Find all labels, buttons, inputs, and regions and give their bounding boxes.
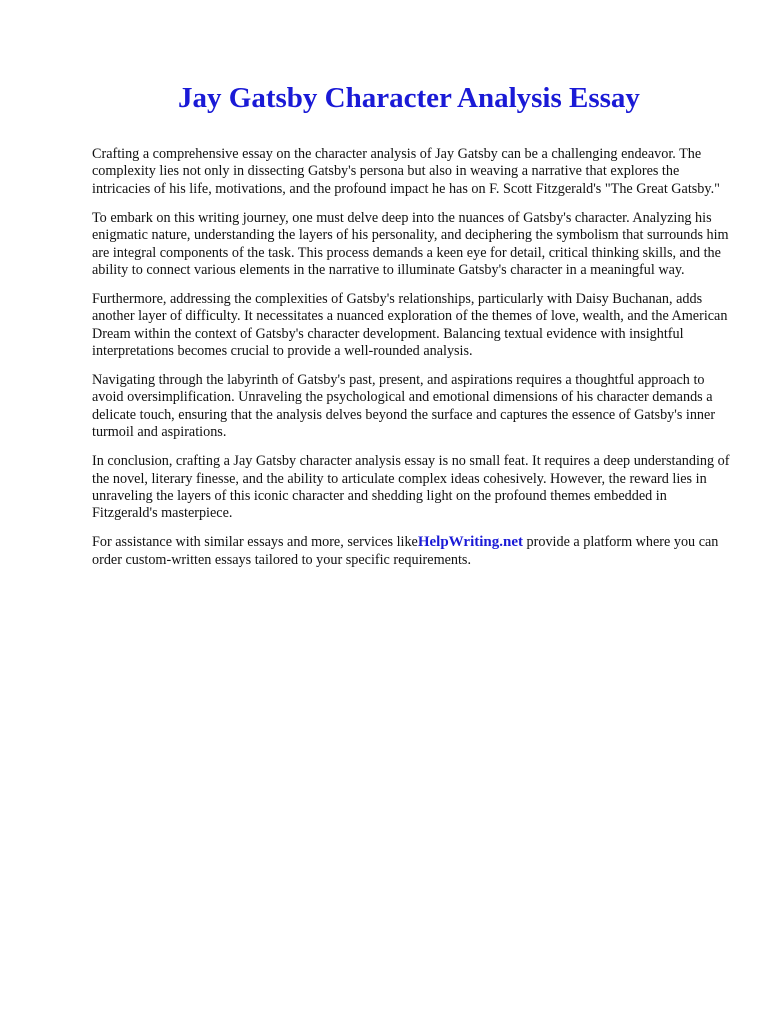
paragraph-5: In conclusion, crafting a Jay Gatsby character analysis essay is no small feat. It requires a deep understanding of the novel, literary finesse, and the ability to articulate complex ideas cohesively. However, the reward lies in unraveling the layers of this iconic character and shedding light on the profound themes embedded in Fitzgerald's masterpiece. [92,453,730,522]
closing-text-before-link: For assistance with similar essays and more, services like [92,534,418,551]
paragraph-1: Crafting a comprehensive essay on the character analysis of Jay Gatsby can be a challenging endeavor. The complexity lies not only in dissecting Gatsby's persona but also in weaving a narrative that explores the intricacies of his life, motivations, and the profound impact he has on F. Scott Fitzgerald's "The Great Gatsby." [92,146,720,197]
paragraph-2: To embark on this writing journey, one must delve deep into the nuances of Gatsby's character. Analyzing his enigmatic nature, understanding the layers of his personality, and deciphering the symbolism that surrounds him are integral components of the task. This process demands a keen eye for detail, critical thinking skills, and the ability to connect various elements in the narrative to illuminate Gatsby's character in a meaningful way. [92,209,729,278]
page-title: Jay Gatsby Character Analysis Essay [178,82,640,114]
paragraph-4: Navigating through the labyrinth of Gatsby's past, present, and aspirations requires a thoughtful approach to avoid oversimplification. Unraveling the psychological and emotional dimensions of his character demands a delicate touch, ensuring that the analysis delves beyond the surface and captures the essence of Gatsby's inner turmoil and aspirations. [92,371,716,441]
paragraph-3: Furthermore, addressing the complexities of Gatsby's relationships, particularly with Daisy Buchanan, adds another layer of difficulty. It necessitates a nuanced exploration of the themes of love, wealth, and the American Dream within the context of Gatsby's character development. Balancing textual evidence with insightful interpretations becomes crucial to provide a well-rounded analysis. [92,290,728,360]
essay-body [92,146,732,581]
closing-paragraph [92,534,732,569]
closing-text-after-link: provide a platform where you can order custom-written essays tailored to your specific requirements. [92,534,719,568]
helpwriting-link[interactable]: HelpWriting.net [417,534,523,551]
